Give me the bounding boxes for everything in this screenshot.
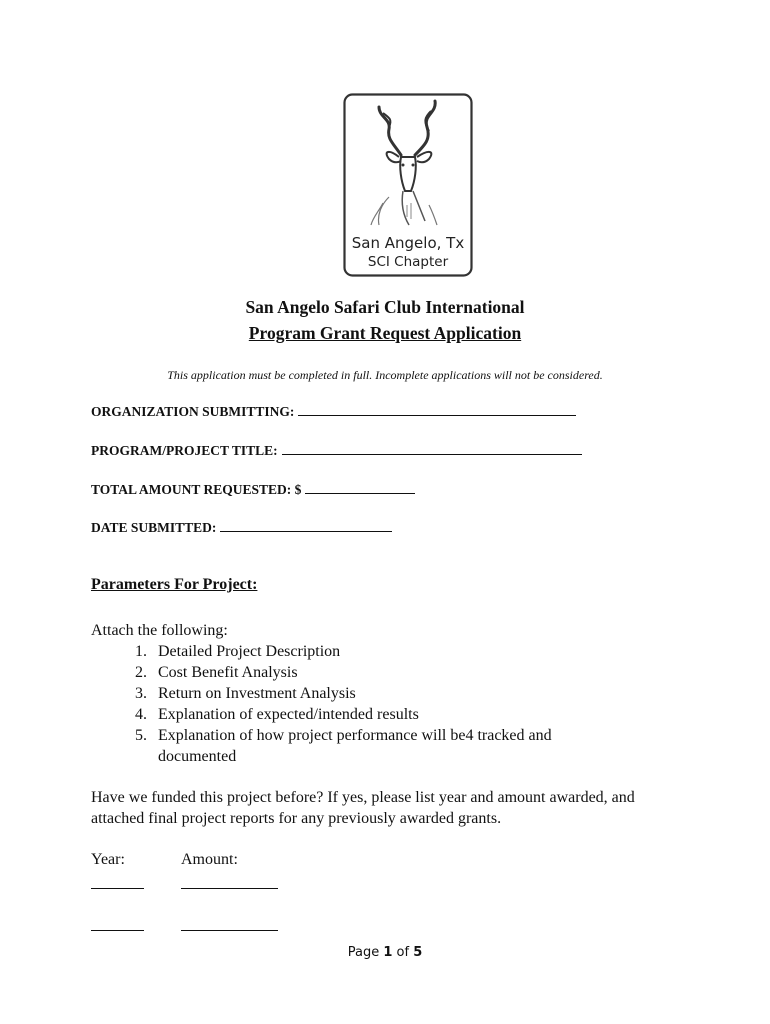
list-item: 5. Explanation of how project performance will be4 tracked and documented — [135, 727, 552, 765]
funded-question: Have we funded this project before? If yes, please list year and amount awarded, and attached final project reports for any previously awarded grants. — [91, 789, 635, 827]
date-label: DATE SUBMITTED: — [91, 520, 217, 535]
list-item: 1. Detailed Project Description — [135, 643, 341, 660]
amount-history-label: Amount: — [181, 851, 238, 868]
year-blank-2[interactable] — [91, 916, 144, 931]
amount-blank[interactable] — [305, 480, 415, 494]
list-item: 3. Return on Investment Analysis — [135, 685, 356, 702]
list-item: 4. Explanation of expected/intended results — [135, 706, 419, 723]
page-word: Page — [347, 945, 380, 960]
attachments-list — [135, 641, 618, 767]
parameters-heading: Parameters For Project: — [91, 576, 258, 593]
logo-line1: San Angelo, Tx — [351, 234, 465, 252]
amount-blank-2[interactable] — [181, 916, 278, 931]
year-blank-1[interactable] — [91, 874, 144, 889]
amount-blank-1[interactable] — [181, 874, 278, 889]
amount-field — [91, 480, 415, 498]
logo-line2: SCI Chapter — [367, 254, 449, 270]
project-title-field — [91, 441, 582, 459]
organization-name: San Angelo Safari Club International — [245, 297, 525, 317]
chapter-logo — [343, 93, 473, 277]
amount-label: TOTAL AMOUNT REQUESTED: $ — [91, 482, 302, 497]
kudu-logo-graphic — [343, 93, 473, 277]
of-word: of — [396, 945, 410, 960]
left-eye — [402, 164, 405, 167]
page-indicator — [0, 945, 770, 960]
project-title-label: PROGRAM/PROJECT TITLE: — [91, 443, 278, 458]
organization-field — [91, 402, 576, 420]
total-pages: 5 — [413, 945, 423, 960]
form-title: Program Grant Request Application — [248, 323, 522, 343]
list-item: 2. Cost Benefit Analysis — [135, 664, 298, 681]
right-eye — [412, 164, 415, 167]
organization-blank[interactable] — [298, 402, 576, 416]
date-blank[interactable] — [220, 518, 392, 532]
date-field — [91, 518, 392, 536]
project-title-blank[interactable] — [282, 441, 582, 455]
attach-intro: Attach the following: — [91, 622, 228, 639]
organization-label: ORGANIZATION SUBMITTING: — [91, 404, 295, 419]
current-page: 1 — [383, 945, 393, 960]
completion-instruction: This application must be completed in full. Incomplete applications will not be considered. — [167, 368, 603, 382]
year-label: Year: — [91, 851, 125, 868]
